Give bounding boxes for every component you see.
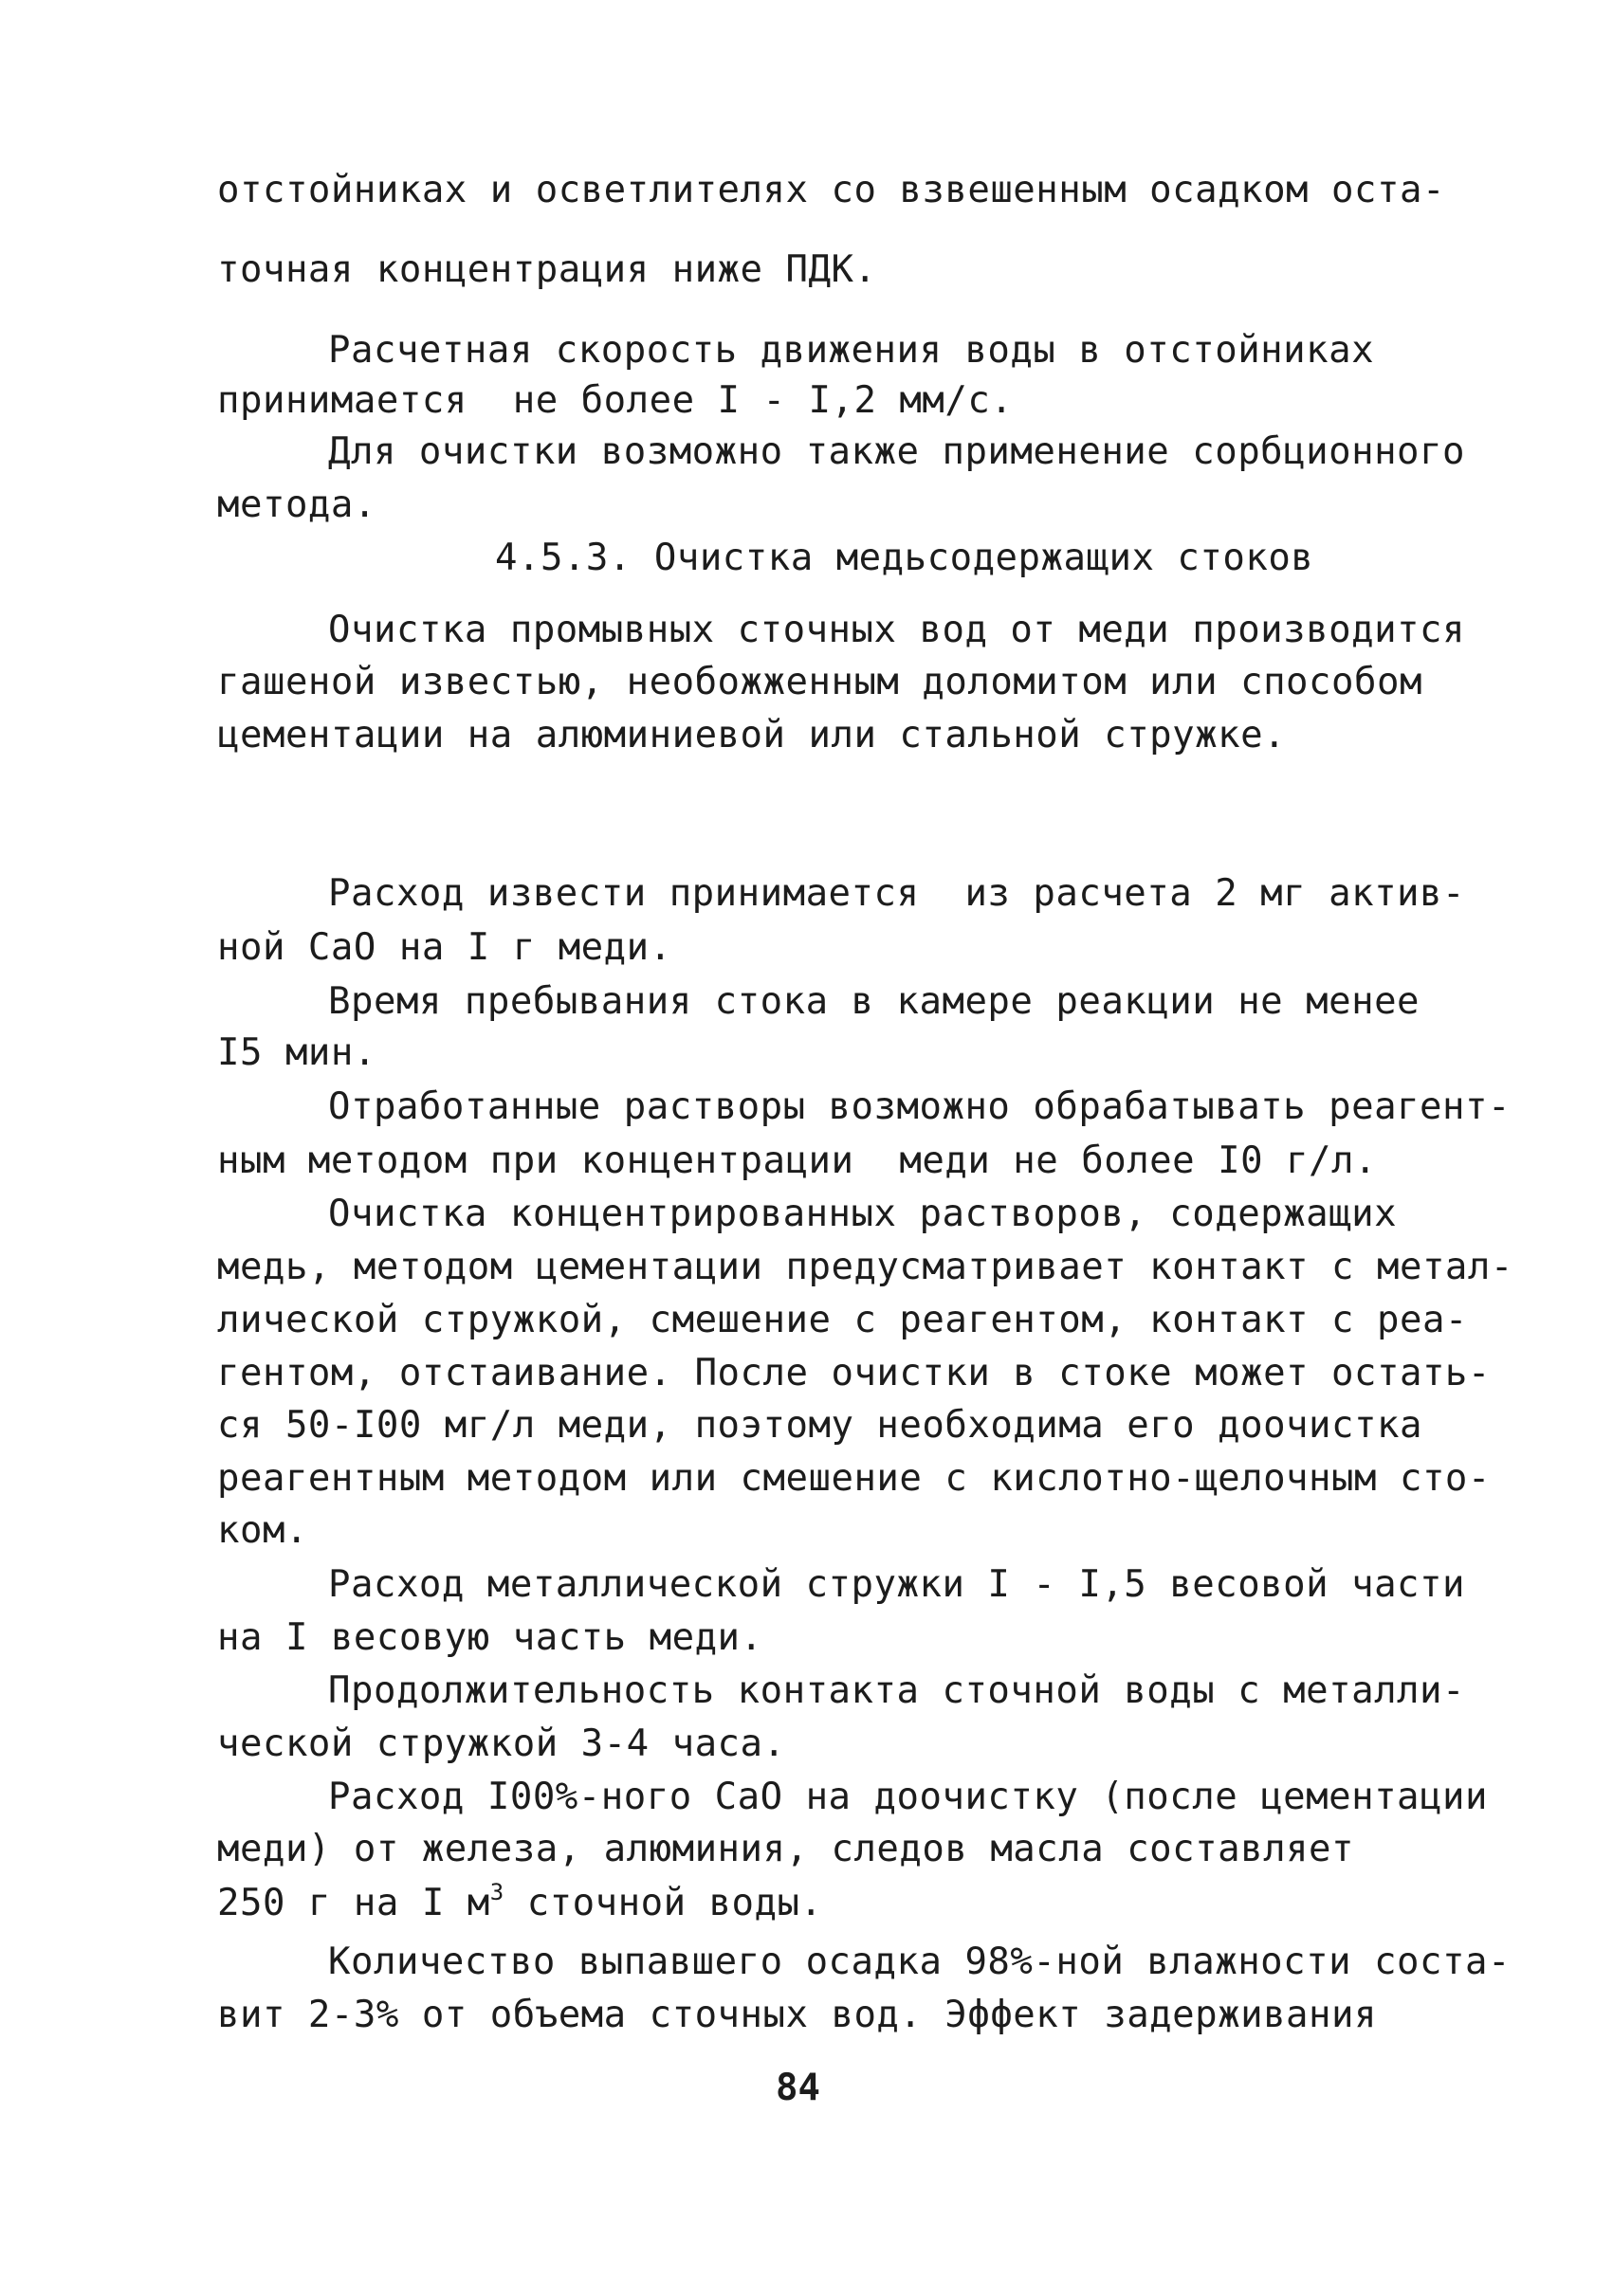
page-number: 84 xyxy=(776,2067,820,2109)
text-line: ком. xyxy=(217,1509,308,1552)
text-line: ным методом при концентрации меди не более I0 г/л. xyxy=(217,1139,1377,1182)
text-line-with-superscript xyxy=(217,1880,822,1927)
text-line: цементации на алюминиевой или стальной стружке. xyxy=(217,714,1287,756)
text-line: меди) от железа, алюминия, следов масла составляет xyxy=(217,1828,1354,1870)
text-line: Для очистки возможно также применение сорбционного xyxy=(328,430,1465,473)
text-line: медь, методом цементации предусматривает контакт с метал- xyxy=(217,1246,1513,1288)
text-line: лической стружкой, смешение с реагентом, контакт с реа- xyxy=(217,1299,1468,1341)
text-line: гашеной известью, необожженным доломитом или способом xyxy=(217,661,1422,703)
text-line: Отработанные растворы возможно обрабатывать реагент- xyxy=(328,1085,1511,1128)
text-line: Расчетная скорость движения воды в отстойниках xyxy=(328,329,1375,372)
text-line: метода. xyxy=(217,483,376,526)
text-line: Очистка промывных сточных вод от меди производится xyxy=(328,609,1465,651)
text-line: ся 50-I00 мг/л меди, поэтому необходима его доочистка xyxy=(217,1404,1422,1447)
text-line: Продолжительность контакта сточной воды с металли- xyxy=(328,1669,1465,1712)
text-line: на I весовую часть меди. xyxy=(217,1616,763,1659)
text-line: ческой стружкой 3-4 часа. xyxy=(217,1722,786,1765)
text-line: I5 мин. xyxy=(217,1031,376,1074)
text-segment: сточной воды. xyxy=(526,1882,823,1924)
text-line: ной СаО на I г меди. xyxy=(217,926,672,969)
text-line: вит 2-3% от объема сточных вод. Эффект задерживания xyxy=(217,1994,1377,2036)
text-line: Время пребывания стока в камере реакции не менее xyxy=(328,980,1421,1023)
text-line: Расход извести принимается из расчета 2 мг актив- xyxy=(328,872,1465,915)
text-line: Очистка концентрированных растворов, содержащих xyxy=(328,1193,1398,1235)
text-line: Расход металлической стружки I - I,5 весовой части xyxy=(328,1563,1465,1606)
text-line: гентом, отстаивание. После очистки в стоке может остать- xyxy=(217,1352,1491,1394)
text-line: реагентным методом или смешение с кислотно-щелочным сто- xyxy=(217,1457,1491,1500)
text-line: принимается не более I - I,2 мм/с. xyxy=(217,379,1014,422)
superscript: 3 xyxy=(489,1879,504,1905)
text-segment: 250 г на I м xyxy=(217,1882,490,1924)
section-heading: 4.5.3. Очистка медьсодержащих стоков xyxy=(495,537,1314,579)
text-line: точная концентрация ниже ПДК. xyxy=(217,248,877,291)
text-line: отстойниках и осветлителях со взвешенным осадком оста- xyxy=(217,169,1445,211)
text-line: Количество выпавшего осадка 98%-ной влажности соста- xyxy=(328,1941,1511,1983)
text-line: Расход I00%-ного СаО на доочистку (после цементации xyxy=(328,1776,1488,1818)
